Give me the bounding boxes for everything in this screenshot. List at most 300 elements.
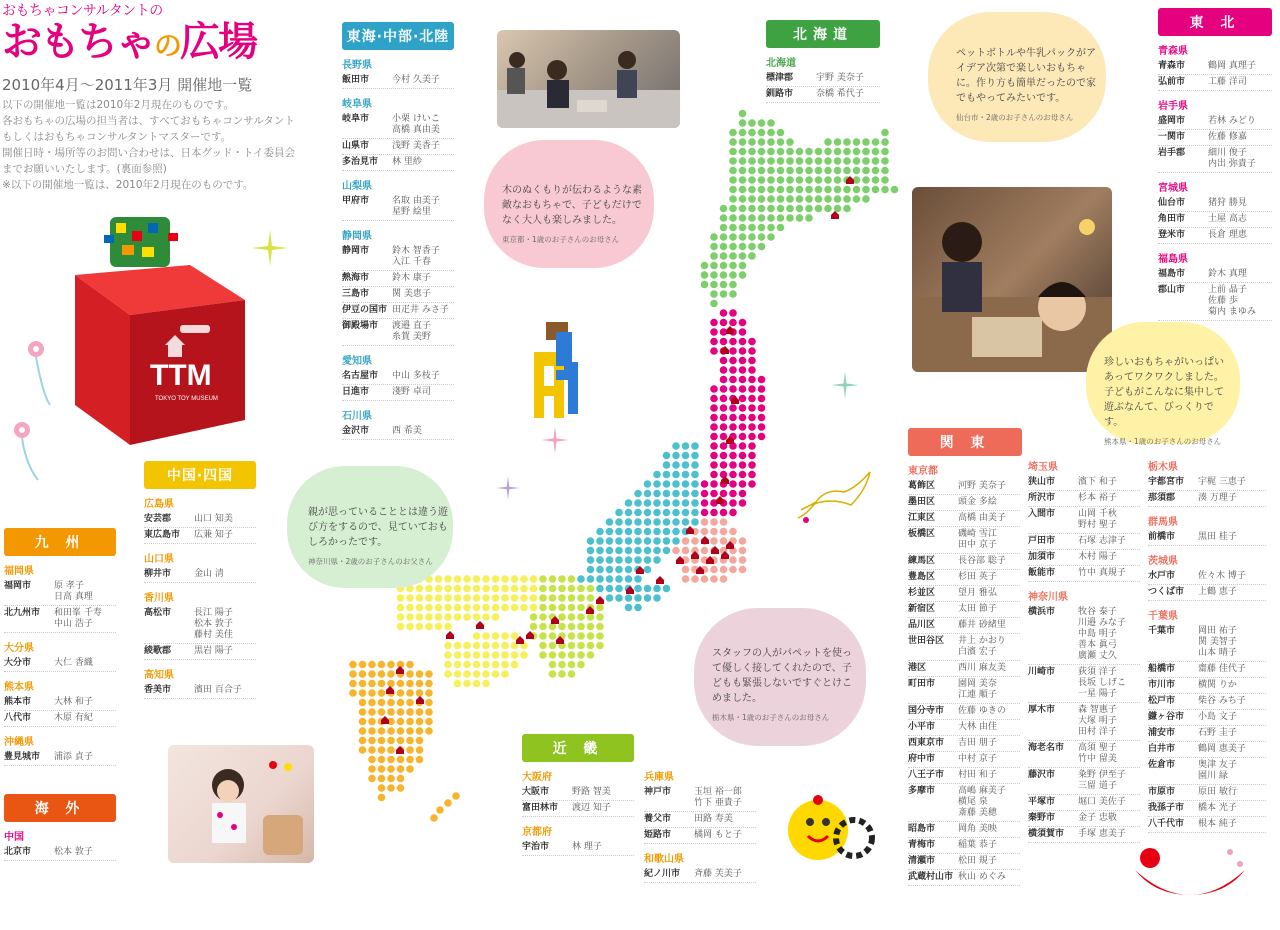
map-dot <box>777 129 785 137</box>
map-dot <box>720 404 728 412</box>
map-dot <box>729 224 737 232</box>
city-name: 大阪市 <box>522 787 550 797</box>
map-dot <box>416 613 424 621</box>
map-dot <box>416 594 424 602</box>
map-dot <box>454 575 462 583</box>
map-dot <box>473 661 481 669</box>
map-dot <box>682 499 690 507</box>
prefecture-heading: 兵庫県 <box>644 772 674 783</box>
consultant-names: 小栗 けいこ 高橋 真由美 <box>392 114 440 135</box>
map-dot <box>359 670 367 678</box>
map-dot <box>729 148 737 156</box>
consultant-names: 土屋 高志 <box>1208 214 1247 224</box>
map-dot <box>406 718 414 726</box>
map-dot <box>387 775 395 783</box>
map-dot <box>796 148 804 156</box>
map-dot <box>663 480 671 488</box>
map-dot <box>425 727 433 735</box>
list-item <box>1028 550 1140 566</box>
map-dot <box>720 319 728 327</box>
map-dot <box>739 376 747 384</box>
map-dot <box>387 727 395 735</box>
consultant-names: 広兼 知子 <box>194 530 233 540</box>
map-dot <box>596 642 604 650</box>
map-dot <box>729 376 737 384</box>
location-marker-icon <box>476 621 484 629</box>
map-dot <box>454 594 462 602</box>
map-dot <box>520 585 528 593</box>
map-dot <box>720 262 728 270</box>
prefecture-heading: 広島県 <box>144 499 174 510</box>
map-dot <box>473 680 481 688</box>
consultant-names: 藤井 砂緒里 <box>958 620 1006 630</box>
map-dot <box>368 765 376 773</box>
city-name: 山県市 <box>342 141 370 151</box>
map-dot <box>378 689 386 697</box>
map-dot <box>739 480 747 488</box>
consultant-names: 佐藤 修嘉 <box>1208 132 1247 142</box>
map-dot <box>853 167 861 175</box>
city-name: 大分市 <box>4 658 32 668</box>
map-dot <box>492 575 500 583</box>
map-dot <box>454 604 462 612</box>
location-marker-icon <box>656 576 664 584</box>
map-dot <box>644 585 652 593</box>
map-dot <box>663 518 671 526</box>
map-dot <box>701 262 709 270</box>
map-dot <box>501 651 509 659</box>
map-dot <box>739 556 747 564</box>
map-dot <box>492 661 500 669</box>
map-dot <box>748 442 756 450</box>
map-dot <box>359 746 367 754</box>
map-dot <box>777 138 785 146</box>
map-dot <box>862 148 870 156</box>
map-dot <box>435 604 443 612</box>
map-dot <box>530 585 538 593</box>
map-dot <box>815 205 823 213</box>
map-dot <box>644 547 652 555</box>
map-dot <box>720 575 728 583</box>
map-dot <box>834 138 842 146</box>
map-dot <box>378 661 386 669</box>
city-name: 白井市 <box>1148 744 1176 754</box>
city-name: 清瀬市 <box>908 856 936 866</box>
map-dot <box>406 689 414 697</box>
map-dot <box>549 604 557 612</box>
city-name: 飯田市 <box>342 75 370 85</box>
map-dot <box>701 547 709 555</box>
kanto-list-col2 <box>1028 452 1140 886</box>
map-dot <box>739 262 747 270</box>
map-dot <box>539 604 547 612</box>
comment-bubble-1 <box>502 183 642 247</box>
list-item <box>144 567 256 583</box>
map-dot <box>853 195 861 203</box>
map-dot <box>691 499 699 507</box>
list-item <box>1028 566 1140 582</box>
map-dot <box>634 547 642 555</box>
map-dot <box>444 594 452 602</box>
map-dot <box>720 233 728 241</box>
map-dot <box>587 556 595 564</box>
map-dot <box>425 670 433 678</box>
map-dot <box>501 575 509 583</box>
map-dot <box>397 727 405 735</box>
map-dot <box>720 395 728 403</box>
list-item <box>1028 768 1140 795</box>
map-dot <box>853 138 861 146</box>
consultant-names: 望月 雅弘 <box>958 588 997 598</box>
city-name: 武蔵村山市 <box>908 872 954 882</box>
region-title-kanto: 関 東 <box>908 428 1022 456</box>
map-dot <box>653 556 661 564</box>
map-dot <box>653 518 661 526</box>
map-dot <box>729 385 737 393</box>
map-dot <box>644 594 652 602</box>
list-item <box>908 838 1020 854</box>
city-name: 秦野市 <box>1028 813 1056 823</box>
list-item <box>4 711 116 727</box>
map-dot <box>805 176 813 184</box>
list-item <box>1158 228 1272 244</box>
map-dot <box>796 167 804 175</box>
map-dot <box>777 205 785 213</box>
map-dot <box>720 385 728 393</box>
map-dot <box>739 138 747 146</box>
consultant-names: 野路 智美 <box>572 787 611 797</box>
map-dot <box>644 537 652 545</box>
map-dot <box>587 642 595 650</box>
map-dot <box>606 518 614 526</box>
sparkle-icon <box>250 228 290 268</box>
map-dot <box>720 338 728 346</box>
consultant-names: 吉田 朋子 <box>958 738 997 748</box>
map-dot <box>739 157 747 165</box>
consultant-names: 黒田 桂子 <box>1198 532 1237 542</box>
map-dot <box>720 376 728 384</box>
map-dot <box>796 195 804 203</box>
prefecture-heading: 埼玉県 <box>1028 462 1058 473</box>
map-dot <box>729 404 737 412</box>
map-dot <box>568 604 576 612</box>
region-title-kinki: 近 畿 <box>522 734 634 762</box>
map-dot <box>739 366 747 374</box>
map-dot <box>539 575 547 583</box>
map-dot <box>872 157 880 165</box>
map-dot <box>558 623 566 631</box>
city-name: 鎌ヶ谷市 <box>1148 712 1185 722</box>
list-item <box>908 822 1020 838</box>
map-dot <box>881 148 889 156</box>
map-dot <box>729 157 737 165</box>
list-item <box>1028 475 1140 491</box>
map-dot <box>758 119 766 127</box>
map-dot <box>843 167 851 175</box>
map-dot <box>577 594 585 602</box>
map-dot <box>587 575 595 583</box>
map-dot <box>568 613 576 621</box>
map-dot <box>416 680 424 688</box>
map-dot <box>729 129 737 137</box>
city-name: 多摩市 <box>908 786 936 796</box>
map-dot <box>492 632 500 640</box>
map-dot <box>805 205 813 213</box>
map-dot <box>558 575 566 583</box>
map-dot <box>729 566 737 574</box>
map-dot <box>444 651 452 659</box>
map-dot <box>729 214 737 222</box>
map-dot <box>501 670 509 678</box>
map-dot <box>777 186 785 194</box>
map-dot <box>368 661 376 669</box>
map-dot <box>720 366 728 374</box>
map-dot <box>482 670 490 678</box>
list-item <box>1158 130 1272 146</box>
kyushu-list <box>4 562 116 766</box>
map-dot <box>644 499 652 507</box>
map-dot <box>739 186 747 194</box>
map-dot <box>748 224 756 232</box>
city-name: 市川市 <box>1148 680 1176 690</box>
map-dot <box>634 518 642 526</box>
map-dot <box>758 205 766 213</box>
map-dot <box>435 594 443 602</box>
map-dot <box>729 252 737 260</box>
map-dot <box>406 727 414 735</box>
map-dot <box>796 157 804 165</box>
map-dot <box>359 680 367 688</box>
map-dot <box>682 566 690 574</box>
city-name: 千葉市 <box>1148 626 1176 636</box>
list-item <box>908 554 1020 570</box>
map-dot <box>748 243 756 251</box>
prefecture-heading: 大阪府 <box>522 772 552 783</box>
map-dot <box>663 452 671 460</box>
map-dot <box>843 148 851 156</box>
map-dot <box>710 395 718 403</box>
map-dot <box>606 566 614 574</box>
list-item <box>1158 283 1272 321</box>
map-dot <box>406 623 414 631</box>
map-dot <box>729 186 737 194</box>
location-marker-icon <box>721 346 729 354</box>
map-dot <box>691 575 699 583</box>
map-dot <box>397 680 405 688</box>
map-dot <box>378 680 386 688</box>
city-name: 宇治市 <box>522 842 550 852</box>
map-dot <box>710 452 718 460</box>
consultant-names: 田路 寿美 <box>694 814 733 824</box>
city-name: 前橋市 <box>1148 532 1176 542</box>
map-dot <box>786 167 794 175</box>
map-dot <box>748 395 756 403</box>
map-dot <box>425 699 433 707</box>
city-name: 郡山市 <box>1158 285 1186 295</box>
map-dot <box>748 385 756 393</box>
list-item <box>1148 817 1266 833</box>
map-dot <box>568 575 576 583</box>
map-dot <box>739 214 747 222</box>
consultant-names: 今村 久美子 <box>392 75 440 85</box>
city-name: 所沢市 <box>1028 493 1056 503</box>
map-dot <box>653 585 661 593</box>
city-name: 八千代市 <box>1148 819 1185 829</box>
map-dot <box>473 613 481 621</box>
city-name: 多治見市 <box>342 157 379 167</box>
map-dot <box>710 442 718 450</box>
header <box>2 0 322 193</box>
map-dot <box>682 509 690 517</box>
city-name: 高松市 <box>144 608 172 618</box>
consultant-names: 秋山 めぐみ <box>958 872 1006 882</box>
city-name: 紀ノ川市 <box>644 869 681 879</box>
map-dot <box>843 138 851 146</box>
list-item <box>144 606 256 644</box>
map-dot <box>606 594 614 602</box>
map-dot <box>530 604 538 612</box>
comment-text-1: 木のぬくもりが伝わるような素敵なおもちゃで、子どもだけでなく大人も楽しみました。 <box>502 185 642 226</box>
map-dot <box>539 594 547 602</box>
consultant-names: 和田峯 千寿 中山 浩子 <box>54 608 102 629</box>
list-item <box>144 644 256 660</box>
map-dot <box>406 765 414 773</box>
photo-children-playing <box>912 187 1112 372</box>
map-dot <box>682 471 690 479</box>
map-dot <box>739 195 747 203</box>
consultant-names: 高須 聖子 竹中 留美 <box>1078 743 1117 764</box>
map-dot <box>777 224 785 232</box>
map-dot <box>568 661 576 669</box>
map-dot <box>682 452 690 460</box>
map-dot <box>710 319 718 327</box>
consultant-names: 渡邉 直子 糸賀 美野 <box>392 321 431 342</box>
map-dot <box>663 509 671 517</box>
map-dot <box>834 176 842 184</box>
map-dot <box>805 148 813 156</box>
list-item <box>1148 758 1266 785</box>
map-dot <box>482 613 490 621</box>
map-dot <box>577 623 585 631</box>
prefecture-heading: 岩手県 <box>1158 101 1188 112</box>
map-dot <box>672 452 680 460</box>
map-dot <box>653 537 661 545</box>
map-dot <box>558 594 566 602</box>
city-name: 厚木市 <box>1028 705 1056 715</box>
city-name: 三島市 <box>342 289 370 299</box>
city-name: 姫路市 <box>644 830 672 840</box>
prefecture-heading: 東京都 <box>908 466 938 477</box>
map-dot <box>758 376 766 384</box>
list-item <box>908 618 1020 634</box>
consultant-names: 奥津 友子 園川 緑 <box>1198 760 1237 781</box>
consultant-names: 杉田 英子 <box>958 572 997 582</box>
consultant-names: 濱田 百合子 <box>194 685 242 695</box>
city-name: 北京市 <box>4 847 32 857</box>
map-dot <box>758 243 766 251</box>
map-dot <box>729 499 737 507</box>
map-dot <box>881 138 889 146</box>
map-dot <box>425 680 433 688</box>
list-item <box>1148 585 1266 601</box>
map-dot <box>663 499 671 507</box>
prefecture-heading: 青森県 <box>1158 46 1188 57</box>
map-dot <box>824 148 832 156</box>
consultant-names: 岡角 美映 <box>958 824 997 834</box>
list-item <box>908 602 1020 618</box>
consultant-names: 太田 節子 <box>958 604 997 614</box>
map-dot <box>729 138 737 146</box>
map-dot <box>701 490 709 498</box>
consultant-names: 磯崎 雪江 田中 京子 <box>958 529 997 550</box>
city-name: 入間市 <box>1028 509 1056 519</box>
map-dot <box>786 195 794 203</box>
map-dot <box>549 585 557 593</box>
map-dot <box>368 746 376 754</box>
map-dot <box>587 537 595 545</box>
map-dot <box>473 585 481 593</box>
map-dot <box>473 594 481 602</box>
map-dot <box>653 480 661 488</box>
map-dot <box>672 471 680 479</box>
map-dot <box>853 148 861 156</box>
map-dot <box>805 186 813 194</box>
flower-decoration <box>8 335 68 485</box>
consultant-names: 上鶴 恵子 <box>1198 587 1237 597</box>
map-dot <box>701 271 709 279</box>
list-item <box>342 73 454 89</box>
consultant-names: 岡田 祐子 関 美智子 山本 晴子 <box>1198 626 1237 658</box>
map-dot <box>824 176 832 184</box>
map-dot <box>739 167 747 175</box>
map-dot <box>511 661 519 669</box>
map-dot <box>625 575 633 583</box>
map-dot <box>862 157 870 165</box>
map-dot <box>834 167 842 175</box>
map-dot <box>435 585 443 593</box>
map-dot <box>454 642 462 650</box>
map-dot <box>473 604 481 612</box>
map-dot <box>748 233 756 241</box>
map-dot <box>416 585 424 593</box>
map-dot <box>758 195 766 203</box>
prefecture-heading: 栃木県 <box>1148 462 1178 473</box>
city-name: 世田谷区 <box>908 636 945 646</box>
map-dot <box>767 205 775 213</box>
map-dot <box>758 148 766 156</box>
map-dot <box>444 642 452 650</box>
map-dot <box>729 290 737 298</box>
map-dot <box>368 775 376 783</box>
list-item <box>1148 726 1266 742</box>
city-name: 板橋区 <box>908 529 936 539</box>
list-item <box>1148 785 1266 801</box>
map-dot <box>444 575 452 583</box>
map-dot <box>644 556 652 564</box>
map-dot <box>511 632 519 640</box>
map-dot <box>758 433 766 441</box>
list-item <box>1028 703 1140 741</box>
map-dot <box>416 737 424 745</box>
city-name: 市原市 <box>1148 787 1176 797</box>
map-dot <box>729 556 737 564</box>
map-dot <box>501 632 509 640</box>
map-dot <box>634 556 642 564</box>
map-dot <box>729 528 737 536</box>
map-dot <box>406 604 414 612</box>
map-dot <box>482 604 490 612</box>
map-dot <box>729 243 737 251</box>
